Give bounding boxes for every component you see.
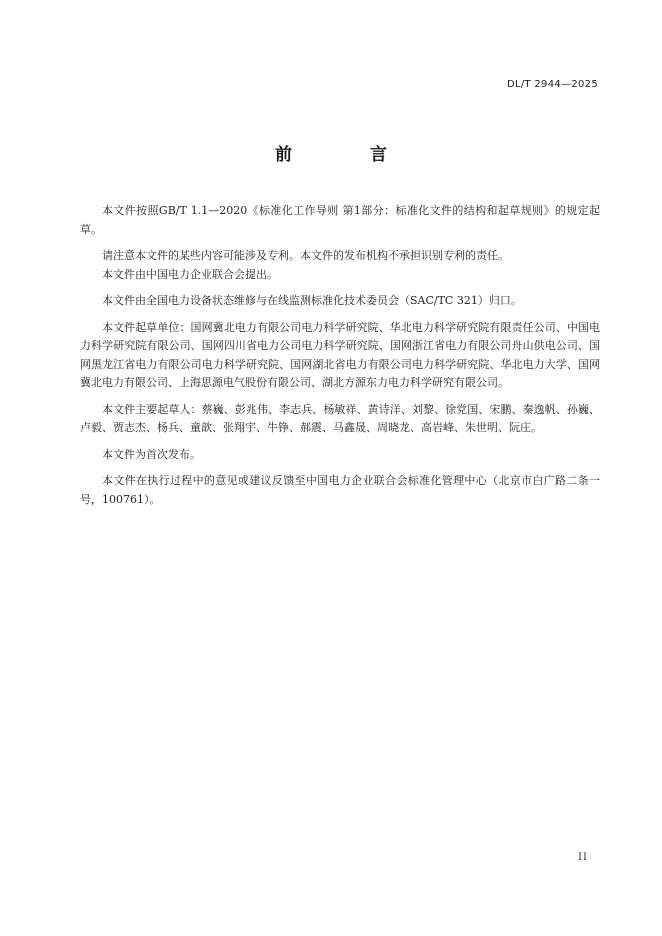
paragraph-patent-notice: 请注意本文件的某些内容可能涉及专利。本文件的发布机构不承担识别专利的责任。 [102, 249, 509, 262]
paragraph-technical-committee: 本文件由全国电力设备状态维修与在线监测标准化技术委员会（SAC/TC 321）归口。 [102, 294, 522, 307]
paragraph-proposer: 本文件由中国电力企业联合会提出。 [102, 267, 278, 281]
page-number: II [578, 852, 588, 863]
paragraph-feedback: 本文件在执行过程中的意见或建议反馈至中国电力企业联合会标准化管理中心（北京市白广路二条一号，100761）。 [80, 474, 600, 506]
page-title: 前 言 [275, 145, 423, 165]
paragraph-first-release: 本文件为首次发布。 [102, 447, 201, 461]
standard-code: DL/T 2944—2025 [506, 79, 598, 90]
foreword-body [80, 202, 600, 517]
paragraph-main-drafters: 本文件主要起草人：蔡巍、彭兆伟、李志兵、杨敏祥、黄诗洋、刘黎、徐党国、宋鹏、秦逸帆、孙巍、卢毅、贾志杰、杨兵、童歆、张翔宇、牛铮、郝震、马鑫晟、周晓龙、高岩峰、朱世明、阮庄。 [80, 402, 600, 434]
paragraph-drafting-basis: 本文件按照GB/T 1.1—2020《标准化工作导则 第1部分：标准化文件的结构和起草规则》的规定起草。 [80, 204, 600, 236]
paragraph-drafting-units: 本文件起草单位：国网冀北电力有限公司电力科学研究院、华北电力科学研究院有限责任公司、中国电力科学研究院有限公司、国网四川省电力公司电力科学研究院、国网浙江省电力有限公司舟山供电公司、国网黑龙江省电力有限公司电力科学研究院、国网湖北省电力有限公司电力科学研究院、华北电力大学、国网冀北电力有限公司、上海思源电气股份有限公司、湖北方源东力电力科学研究有限公司。 [80, 320, 600, 389]
